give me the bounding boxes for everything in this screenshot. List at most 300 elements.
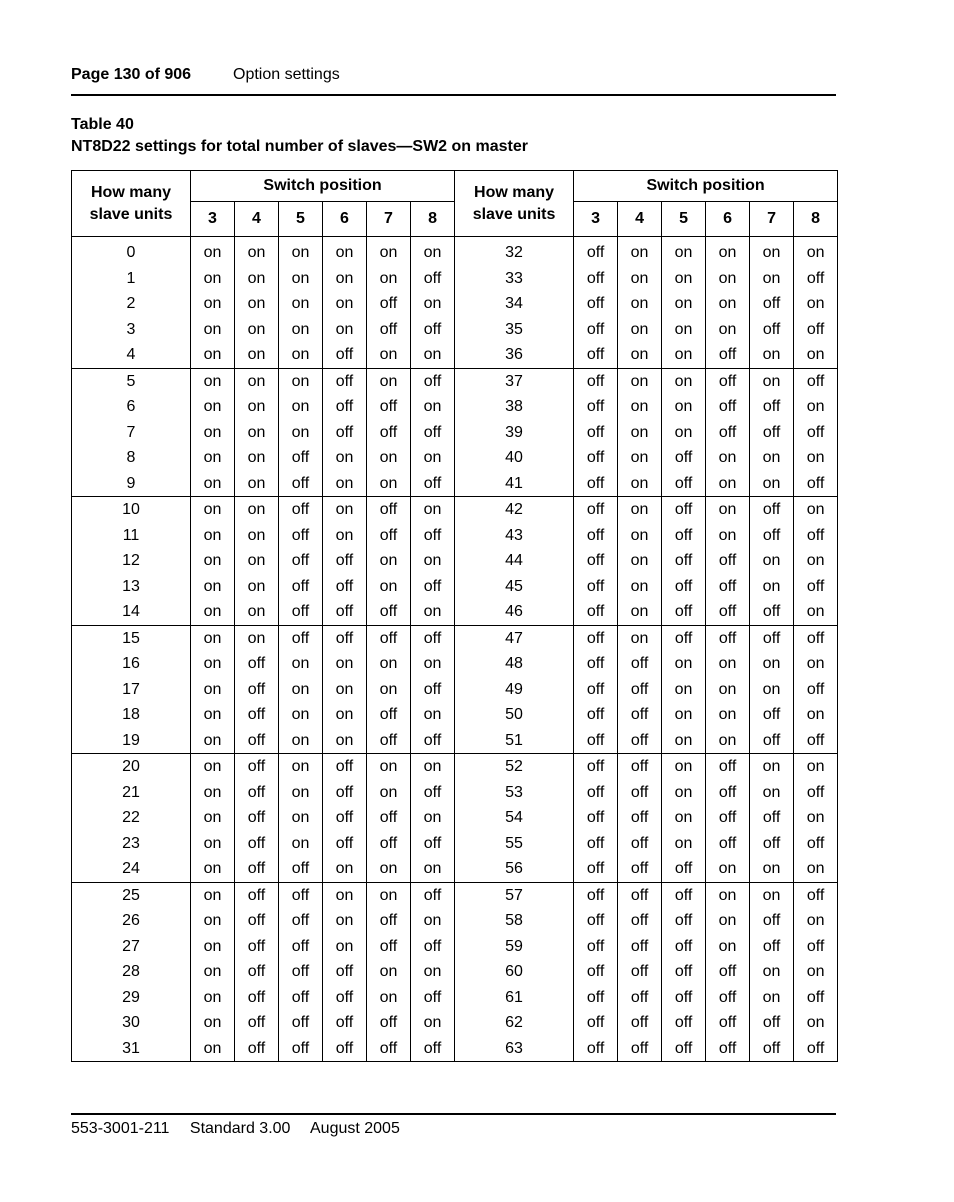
table-row xyxy=(72,882,838,908)
switch-setting-cell: on xyxy=(750,856,794,882)
slave-units-cell: 21 xyxy=(72,780,191,806)
switch-setting-cell: off xyxy=(235,805,279,831)
switch-setting-cell: off xyxy=(367,908,411,934)
switch-setting-cell: off xyxy=(794,985,838,1011)
switch-setting-cell: off xyxy=(662,497,706,523)
switch-setting-cell: off xyxy=(235,934,279,960)
switch-setting-cell: off xyxy=(706,985,750,1011)
switch-setting-cell: off xyxy=(794,317,838,343)
switch-setting-cell: off xyxy=(279,882,323,908)
switch-setting-cell: off xyxy=(750,625,794,651)
switch-setting-cell: on xyxy=(706,523,750,549)
slave-units-cell: 6 xyxy=(72,394,191,420)
switch-setting-cell: on xyxy=(411,805,455,831)
switch-position-header: Switch position xyxy=(574,171,838,202)
switch-setting-cell: on xyxy=(706,291,750,317)
slave-units-cell: 47 xyxy=(455,625,574,651)
switch-setting-cell: off xyxy=(411,780,455,806)
switch-setting-cell: off xyxy=(662,1036,706,1062)
switch-setting-cell: off xyxy=(411,574,455,600)
switch-setting-cell: on xyxy=(662,651,706,677)
switch-setting-cell: on xyxy=(235,625,279,651)
switch-number: 3 xyxy=(191,202,235,237)
switch-setting-cell: off xyxy=(235,780,279,806)
switch-setting-cell: on xyxy=(618,368,662,394)
switch-setting-cell: on xyxy=(279,754,323,780)
switch-setting-cell: off xyxy=(750,291,794,317)
switch-setting-cell: off xyxy=(574,266,618,292)
switch-setting-cell: on xyxy=(279,266,323,292)
switch-setting-cell: off xyxy=(618,805,662,831)
slave-units-cell: 45 xyxy=(455,574,574,600)
switch-setting-cell: on xyxy=(794,754,838,780)
switch-setting-cell: off xyxy=(235,831,279,857)
switch-setting-cell: on xyxy=(662,677,706,703)
switch-setting-cell: off xyxy=(323,574,367,600)
switch-setting-cell: off xyxy=(367,317,411,343)
switch-setting-cell: on xyxy=(794,599,838,625)
switch-setting-cell: on xyxy=(235,445,279,471)
switch-setting-cell: off xyxy=(279,599,323,625)
switch-setting-cell: on xyxy=(191,471,235,497)
switch-setting-cell: on xyxy=(411,237,455,266)
table-row xyxy=(72,368,838,394)
switch-setting-cell: off xyxy=(794,934,838,960)
switch-setting-cell: on xyxy=(750,471,794,497)
switch-setting-cell: on xyxy=(235,471,279,497)
switch-setting-cell: off xyxy=(750,420,794,446)
switch-number: 4 xyxy=(235,202,279,237)
switch-setting-cell: on xyxy=(706,856,750,882)
switch-setting-cell: off xyxy=(411,317,455,343)
page-number: Page 130 of 906 xyxy=(71,66,192,83)
switch-setting-cell: on xyxy=(191,805,235,831)
switch-setting-cell: off xyxy=(323,342,367,368)
switch-setting-cell: off xyxy=(323,394,367,420)
switch-setting-cell: on xyxy=(618,394,662,420)
switch-setting-cell: on xyxy=(191,677,235,703)
switch-setting-cell: off xyxy=(574,445,618,471)
switch-setting-cell: off xyxy=(662,574,706,600)
switch-setting-cell: on xyxy=(191,266,235,292)
slave-units-cell: 32 xyxy=(455,237,574,266)
switch-setting-cell: on xyxy=(323,445,367,471)
switch-setting-cell: off xyxy=(574,1036,618,1062)
switch-setting-cell: off xyxy=(706,754,750,780)
switch-setting-cell: on xyxy=(706,882,750,908)
switch-setting-cell: on xyxy=(367,882,411,908)
switch-number: 6 xyxy=(706,202,750,237)
table-row xyxy=(72,266,838,292)
switch-setting-cell: on xyxy=(618,625,662,651)
switch-setting-cell: off xyxy=(574,856,618,882)
switch-setting-cell: off xyxy=(279,523,323,549)
slave-units-cell: 57 xyxy=(455,882,574,908)
switch-setting-cell: off xyxy=(323,420,367,446)
switch-setting-cell: on xyxy=(191,497,235,523)
slave-units-cell: 20 xyxy=(72,754,191,780)
switch-setting-cell: on xyxy=(191,420,235,446)
slave-units-cell: 49 xyxy=(455,677,574,703)
switch-setting-cell: off xyxy=(279,985,323,1011)
table-row xyxy=(72,780,838,806)
switch-setting-cell: on xyxy=(323,908,367,934)
switch-setting-cell: off xyxy=(574,368,618,394)
switch-setting-cell: off xyxy=(279,856,323,882)
switch-setting-cell: on xyxy=(191,959,235,985)
table-row xyxy=(72,291,838,317)
switch-setting-cell: off xyxy=(574,934,618,960)
switch-setting-cell: on xyxy=(367,445,411,471)
switch-setting-cell: off xyxy=(662,445,706,471)
switch-setting-cell: off xyxy=(574,959,618,985)
switch-setting-cell: on xyxy=(706,237,750,266)
switch-number: 4 xyxy=(618,202,662,237)
switch-setting-cell: off xyxy=(323,831,367,857)
switch-setting-cell: on xyxy=(191,368,235,394)
switch-setting-cell: on xyxy=(750,548,794,574)
switch-setting-cell: on xyxy=(662,342,706,368)
switch-setting-cell: on xyxy=(279,342,323,368)
switch-setting-cell: on xyxy=(367,368,411,394)
switch-setting-cell: on xyxy=(750,754,794,780)
switch-setting-cell: off xyxy=(279,497,323,523)
switch-setting-cell: on xyxy=(662,805,706,831)
slave-units-cell: 13 xyxy=(72,574,191,600)
switch-setting-cell: on xyxy=(191,856,235,882)
switch-setting-cell: off xyxy=(794,728,838,754)
switch-setting-cell: on xyxy=(618,342,662,368)
switch-setting-cell: on xyxy=(323,677,367,703)
switch-setting-cell: off xyxy=(794,831,838,857)
table-row xyxy=(72,754,838,780)
switch-setting-cell: off xyxy=(574,237,618,266)
switch-setting-cell: off xyxy=(706,959,750,985)
switch-setting-cell: on xyxy=(750,677,794,703)
switch-setting-cell: off xyxy=(279,908,323,934)
switch-setting-cell: on xyxy=(706,471,750,497)
switch-setting-cell: off xyxy=(706,805,750,831)
switch-setting-cell: off xyxy=(323,805,367,831)
switch-setting-cell: on xyxy=(411,497,455,523)
switch-setting-cell: off xyxy=(794,523,838,549)
switch-setting-cell: on xyxy=(367,342,411,368)
switch-setting-cell: off xyxy=(367,831,411,857)
slave-units-cell: 40 xyxy=(455,445,574,471)
switch-setting-cell: on xyxy=(191,754,235,780)
switch-setting-cell: off xyxy=(750,599,794,625)
switch-setting-cell: off xyxy=(706,342,750,368)
switch-setting-cell: off xyxy=(574,702,618,728)
switch-setting-cell: off xyxy=(750,831,794,857)
switch-setting-cell: off xyxy=(574,754,618,780)
switch-setting-cell: off xyxy=(750,728,794,754)
slave-units-cell: 61 xyxy=(455,985,574,1011)
slave-units-cell: 35 xyxy=(455,317,574,343)
switch-setting-cell: off xyxy=(574,1010,618,1036)
switch-number: 7 xyxy=(750,202,794,237)
switch-setting-cell: on xyxy=(191,317,235,343)
switch-setting-cell: on xyxy=(279,805,323,831)
switch-setting-cell: off xyxy=(662,548,706,574)
switch-setting-cell: off xyxy=(794,625,838,651)
slave-units-cell: 8 xyxy=(72,445,191,471)
switch-setting-cell: off xyxy=(574,805,618,831)
switch-setting-cell: off xyxy=(618,934,662,960)
switch-setting-cell: off xyxy=(411,831,455,857)
slave-units-cell: 51 xyxy=(455,728,574,754)
switch-setting-cell: on xyxy=(706,445,750,471)
switch-setting-cell: on xyxy=(411,1010,455,1036)
slave-units-cell: 55 xyxy=(455,831,574,857)
slave-units-cell: 52 xyxy=(455,754,574,780)
switch-setting-cell: off xyxy=(411,368,455,394)
switch-setting-cell: on xyxy=(367,985,411,1011)
switch-setting-cell: off xyxy=(411,934,455,960)
switch-setting-cell: on xyxy=(411,548,455,574)
switch-setting-cell: off xyxy=(574,831,618,857)
switch-setting-cell: off xyxy=(574,728,618,754)
table-row xyxy=(72,1036,838,1062)
switch-setting-cell: off xyxy=(323,780,367,806)
how-many-header: How many slave units xyxy=(455,171,574,237)
switch-setting-cell: on xyxy=(750,959,794,985)
switch-setting-cell: off xyxy=(618,856,662,882)
switch-setting-cell: on xyxy=(323,523,367,549)
switch-setting-cell: on xyxy=(750,237,794,266)
switch-setting-cell: on xyxy=(323,702,367,728)
doc-standard: Standard 3.00 xyxy=(189,1120,291,1137)
switch-setting-cell: on xyxy=(618,471,662,497)
switch-setting-cell: on xyxy=(191,574,235,600)
switch-setting-cell: on xyxy=(618,291,662,317)
table-row xyxy=(72,805,838,831)
switch-setting-cell: off xyxy=(574,780,618,806)
switch-setting-cell: on xyxy=(706,266,750,292)
switch-setting-cell: off xyxy=(706,831,750,857)
switch-setting-cell: off xyxy=(618,651,662,677)
switch-setting-cell: off xyxy=(618,882,662,908)
switch-setting-cell: off xyxy=(750,702,794,728)
switch-setting-cell: off xyxy=(279,445,323,471)
switch-setting-cell: on xyxy=(191,394,235,420)
switch-setting-cell: on xyxy=(750,342,794,368)
switch-setting-cell: on xyxy=(411,445,455,471)
slave-units-cell: 26 xyxy=(72,908,191,934)
slave-units-cell: 2 xyxy=(72,291,191,317)
switch-setting-cell: off xyxy=(794,420,838,446)
switch-setting-cell: on xyxy=(367,651,411,677)
switch-setting-cell: off xyxy=(618,985,662,1011)
switch-setting-cell: off xyxy=(794,368,838,394)
switch-setting-cell: on xyxy=(279,831,323,857)
switch-setting-cell: on xyxy=(323,497,367,523)
slave-units-cell: 29 xyxy=(72,985,191,1011)
slave-units-cell: 12 xyxy=(72,548,191,574)
switch-setting-cell: off xyxy=(662,523,706,549)
switch-setting-cell: off xyxy=(367,934,411,960)
switch-setting-cell: on xyxy=(794,856,838,882)
switch-setting-cell: off xyxy=(279,934,323,960)
switch-setting-cell: off xyxy=(367,1036,411,1062)
slave-units-cell: 36 xyxy=(455,342,574,368)
switch-setting-cell: on xyxy=(706,651,750,677)
slave-units-cell: 60 xyxy=(455,959,574,985)
switch-setting-cell: off xyxy=(750,497,794,523)
how-many-header: How many slave units xyxy=(72,171,191,237)
switch-setting-cell: on xyxy=(750,780,794,806)
switch-setting-cell: on xyxy=(794,805,838,831)
switch-setting-cell: on xyxy=(411,908,455,934)
switch-setting-cell: on xyxy=(750,266,794,292)
switch-setting-cell: off xyxy=(618,831,662,857)
switch-setting-cell: off xyxy=(706,1010,750,1036)
switch-setting-cell: on xyxy=(367,677,411,703)
switch-setting-cell: off xyxy=(750,523,794,549)
switch-setting-cell: on xyxy=(191,291,235,317)
switch-setting-cell: off xyxy=(750,317,794,343)
switch-number: 8 xyxy=(411,202,455,237)
switch-setting-cell: off xyxy=(367,702,411,728)
switch-setting-cell: off xyxy=(367,805,411,831)
switch-setting-cell: off xyxy=(323,368,367,394)
switch-setting-cell: off xyxy=(279,1036,323,1062)
switch-setting-cell: on xyxy=(618,266,662,292)
slave-units-cell: 10 xyxy=(72,497,191,523)
switch-setting-cell: on xyxy=(794,548,838,574)
switch-setting-cell: on xyxy=(323,266,367,292)
switch-setting-cell: off xyxy=(574,677,618,703)
switch-setting-cell: off xyxy=(279,1010,323,1036)
switch-setting-cell: off xyxy=(750,394,794,420)
switch-setting-cell: off xyxy=(574,342,618,368)
switch-setting-cell: off xyxy=(235,728,279,754)
slave-units-cell: 11 xyxy=(72,523,191,549)
switch-position-header: Switch position xyxy=(191,171,455,202)
switch-setting-cell: off xyxy=(367,523,411,549)
slave-units-cell: 39 xyxy=(455,420,574,446)
table-row xyxy=(72,420,838,446)
switch-setting-cell: on xyxy=(279,702,323,728)
switch-setting-cell: on xyxy=(235,599,279,625)
switch-setting-cell: on xyxy=(706,702,750,728)
slave-units-cell: 59 xyxy=(455,934,574,960)
switch-setting-cell: off xyxy=(235,702,279,728)
table-row xyxy=(72,1010,838,1036)
switch-setting-cell: on xyxy=(367,471,411,497)
slave-units-cell: 48 xyxy=(455,651,574,677)
switch-setting-cell: on xyxy=(662,420,706,446)
table-row xyxy=(72,985,838,1011)
switch-setting-cell: off xyxy=(618,702,662,728)
switch-setting-cell: off xyxy=(574,291,618,317)
switch-setting-cell: off xyxy=(235,754,279,780)
switch-setting-cell: off xyxy=(706,1036,750,1062)
switch-setting-cell: on xyxy=(794,651,838,677)
switch-setting-cell: on xyxy=(235,523,279,549)
switch-setting-cell: on xyxy=(191,445,235,471)
switch-setting-cell: off xyxy=(794,1036,838,1062)
switch-setting-cell: off xyxy=(706,780,750,806)
switch-setting-cell: on xyxy=(279,237,323,266)
switch-setting-cell: off xyxy=(574,625,618,651)
switch-setting-cell: off xyxy=(662,882,706,908)
table-row xyxy=(72,599,838,625)
switch-setting-cell: on xyxy=(706,677,750,703)
switch-setting-cell: off xyxy=(411,420,455,446)
switch-setting-cell: off xyxy=(279,574,323,600)
switch-setting-cell: on xyxy=(279,728,323,754)
slave-units-cell: 3 xyxy=(72,317,191,343)
table-row xyxy=(72,342,838,368)
slave-units-cell: 5 xyxy=(72,368,191,394)
switch-setting-cell: off xyxy=(794,574,838,600)
switch-setting-cell: off xyxy=(618,908,662,934)
switch-setting-cell: on xyxy=(706,497,750,523)
slave-units-cell: 27 xyxy=(72,934,191,960)
switch-setting-cell: on xyxy=(794,342,838,368)
switch-setting-cell: on xyxy=(618,317,662,343)
switch-setting-cell: off xyxy=(706,599,750,625)
switch-setting-cell: on xyxy=(662,237,706,266)
switch-setting-cell: off xyxy=(235,856,279,882)
switch-setting-cell: on xyxy=(411,959,455,985)
doc-date: August 2005 xyxy=(310,1120,400,1137)
switch-setting-cell: on xyxy=(662,754,706,780)
slave-units-cell: 4 xyxy=(72,342,191,368)
switch-setting-cell: off xyxy=(323,625,367,651)
slave-units-cell: 19 xyxy=(72,728,191,754)
switch-setting-cell: off xyxy=(618,959,662,985)
switch-setting-cell: off xyxy=(411,882,455,908)
switch-setting-cell: off xyxy=(323,985,367,1011)
slave-units-cell: 41 xyxy=(455,471,574,497)
switch-setting-cell: off xyxy=(706,625,750,651)
switch-setting-cell: on xyxy=(191,1010,235,1036)
slave-units-cell: 53 xyxy=(455,780,574,806)
table-row xyxy=(72,728,838,754)
switch-setting-cell: on xyxy=(235,266,279,292)
switch-setting-cell: off xyxy=(235,677,279,703)
switch-setting-cell: on xyxy=(191,625,235,651)
switch-setting-cell: on xyxy=(794,702,838,728)
switch-setting-cell: off xyxy=(323,599,367,625)
table-row xyxy=(72,471,838,497)
switch-setting-cell: off xyxy=(279,548,323,574)
switch-setting-cell: on xyxy=(750,651,794,677)
slave-units-cell: 50 xyxy=(455,702,574,728)
switch-setting-cell: off xyxy=(574,985,618,1011)
switch-setting-cell: off xyxy=(662,959,706,985)
switch-setting-cell: on xyxy=(191,651,235,677)
switch-setting-cell: on xyxy=(191,523,235,549)
switch-setting-cell: on xyxy=(618,574,662,600)
switch-setting-cell: off xyxy=(662,471,706,497)
switch-setting-cell: off xyxy=(794,677,838,703)
slave-units-cell: 31 xyxy=(72,1036,191,1062)
switch-setting-cell: on xyxy=(235,394,279,420)
switch-setting-cell: on xyxy=(235,497,279,523)
table-row xyxy=(72,702,838,728)
switch-setting-cell: off xyxy=(706,574,750,600)
switch-setting-cell: on xyxy=(279,291,323,317)
switch-setting-cell: off xyxy=(574,882,618,908)
switch-setting-cell: off xyxy=(367,728,411,754)
switch-setting-cell: on xyxy=(618,548,662,574)
table-row xyxy=(72,394,838,420)
slave-units-cell: 23 xyxy=(72,831,191,857)
switch-setting-cell: off xyxy=(367,625,411,651)
